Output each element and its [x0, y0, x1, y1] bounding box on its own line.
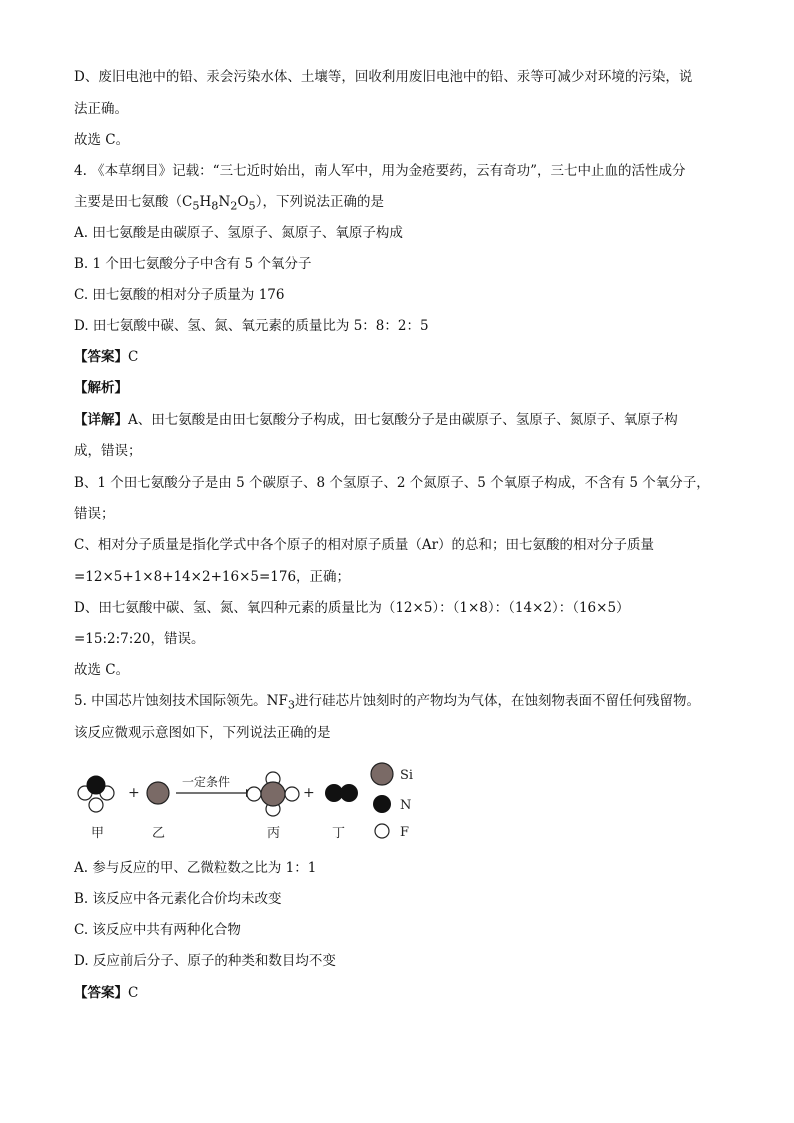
- label-bing: 丙: [267, 826, 281, 841]
- option-d: D. 田七氨酸中碳、氢、氮、氧元素的质量比为 5：8：2：5: [74, 318, 429, 334]
- atom-f: [89, 798, 103, 812]
- atom-f: [285, 787, 299, 801]
- label-ding: 丁: [332, 826, 346, 841]
- text-line: 成，错误；: [74, 443, 142, 459]
- option-b: B. 该反应中各元素化合价均未改变: [74, 891, 282, 907]
- reaction-diagram: [70, 755, 430, 845]
- detail-line: 【详解】A、田七氨酸是由田七氨酸分子构成，田七氨酸分子是由碳原子、氢原子、氮原子、氧原子构: [74, 412, 678, 428]
- text-line: 故选 C。: [74, 662, 130, 678]
- question-5-stem: 5. 中国芯片蚀刻技术国际领先。$NF_3$进行硅芯片蚀刻时的产物均为气体，在蚀刻物表面不留任何残留物。: [74, 693, 701, 712]
- option-b: B. 1 个田七氨酸分子中含有 5 个氧分子: [74, 256, 312, 272]
- plus-sign: +: [303, 785, 315, 801]
- question-4-stem-formula: 主要是田七氨酸$(C_5H_8N_2O_5)$，下列说法正确的是: [74, 194, 384, 213]
- atom-f: [247, 787, 261, 801]
- text-line: 故选 C。: [74, 132, 130, 148]
- atom-si: [261, 782, 285, 806]
- answer-line: [74, 347, 138, 367]
- label-yi: 乙: [152, 826, 166, 841]
- legend-n-icon: [373, 795, 391, 813]
- legend-f-label: F: [400, 825, 410, 840]
- text-line: 法正确。: [74, 101, 128, 117]
- plus-sign: +: [128, 785, 140, 801]
- legend-f-icon: [375, 824, 389, 838]
- atom-n: [87, 776, 105, 794]
- molecule-jia: [78, 776, 114, 812]
- text-line: C、相对分子质量是指化学式中各个原子的相对原子质量（Ar）的总和；田七氨酸的相对分子质量: [74, 537, 655, 553]
- answer-tag: 【答案】: [74, 985, 128, 1001]
- question-5-stem: 该反应微观示意图如下，下列说法正确的是: [74, 725, 331, 741]
- text-line: D、废旧电池中的铅、汞会污染水体、土壤等，回收利用废旧电池中的铅、汞等可减少对环境的污染，说: [74, 69, 693, 85]
- question-4-stem: 4. 《本草纲目》记载：“三七近时始出，南人军中，用为金疮要药，云有奇功”，三七中止血的活性成分: [74, 163, 686, 179]
- text-line: =15:2:7:20，错误。: [74, 631, 205, 647]
- detail-tag: 【详解】: [74, 412, 128, 428]
- molecule-ding: [325, 784, 358, 802]
- option-a: A. 参与反应的甲、乙微粒数之比为 1：1: [74, 860, 317, 876]
- legend-n-label: N: [400, 798, 412, 813]
- option-a: A. 田七氨酸是由碳原子、氢原子、氮原子、氧原子构成: [74, 225, 403, 241]
- legend-si-label: Si: [400, 768, 414, 783]
- answer-value: C: [128, 349, 139, 365]
- answer-line: [74, 983, 138, 1003]
- label-jia: 甲: [91, 826, 105, 841]
- arrow-condition: 一定条件: [182, 775, 231, 789]
- option-c: C. 该反应中共有两种化合物: [74, 922, 241, 938]
- text-line: =12×5+1×8+14×2+16×5=176，正确；: [74, 569, 351, 585]
- atom-n: [340, 784, 358, 802]
- text-line: B、1 个田七氨酸分子是由 5 个碳原子、8 个氢原子、2 个氮原子、5 个氧原子构成，不含有 5 个氧分子，: [74, 475, 710, 491]
- molecule-yi: [147, 782, 169, 804]
- answer-tag: 【答案】: [74, 349, 128, 365]
- legend-si-icon: [371, 763, 393, 785]
- option-c: C. 田七氨酸的相对分子质量为 176: [74, 287, 285, 303]
- molecule-bing: [247, 772, 299, 816]
- text-line: D、田七氨酸中碳、氢、氮、氧四种元素的质量比为（12×5）：（1×8）：（14×2）：（16×5）: [74, 600, 630, 616]
- option-d: D. 反应前后分子、原子的种类和数目均不变: [74, 953, 336, 969]
- analysis-tag: 【解析】: [74, 380, 128, 396]
- text-line: 错误；: [74, 506, 115, 522]
- answer-value: C: [128, 985, 139, 1001]
